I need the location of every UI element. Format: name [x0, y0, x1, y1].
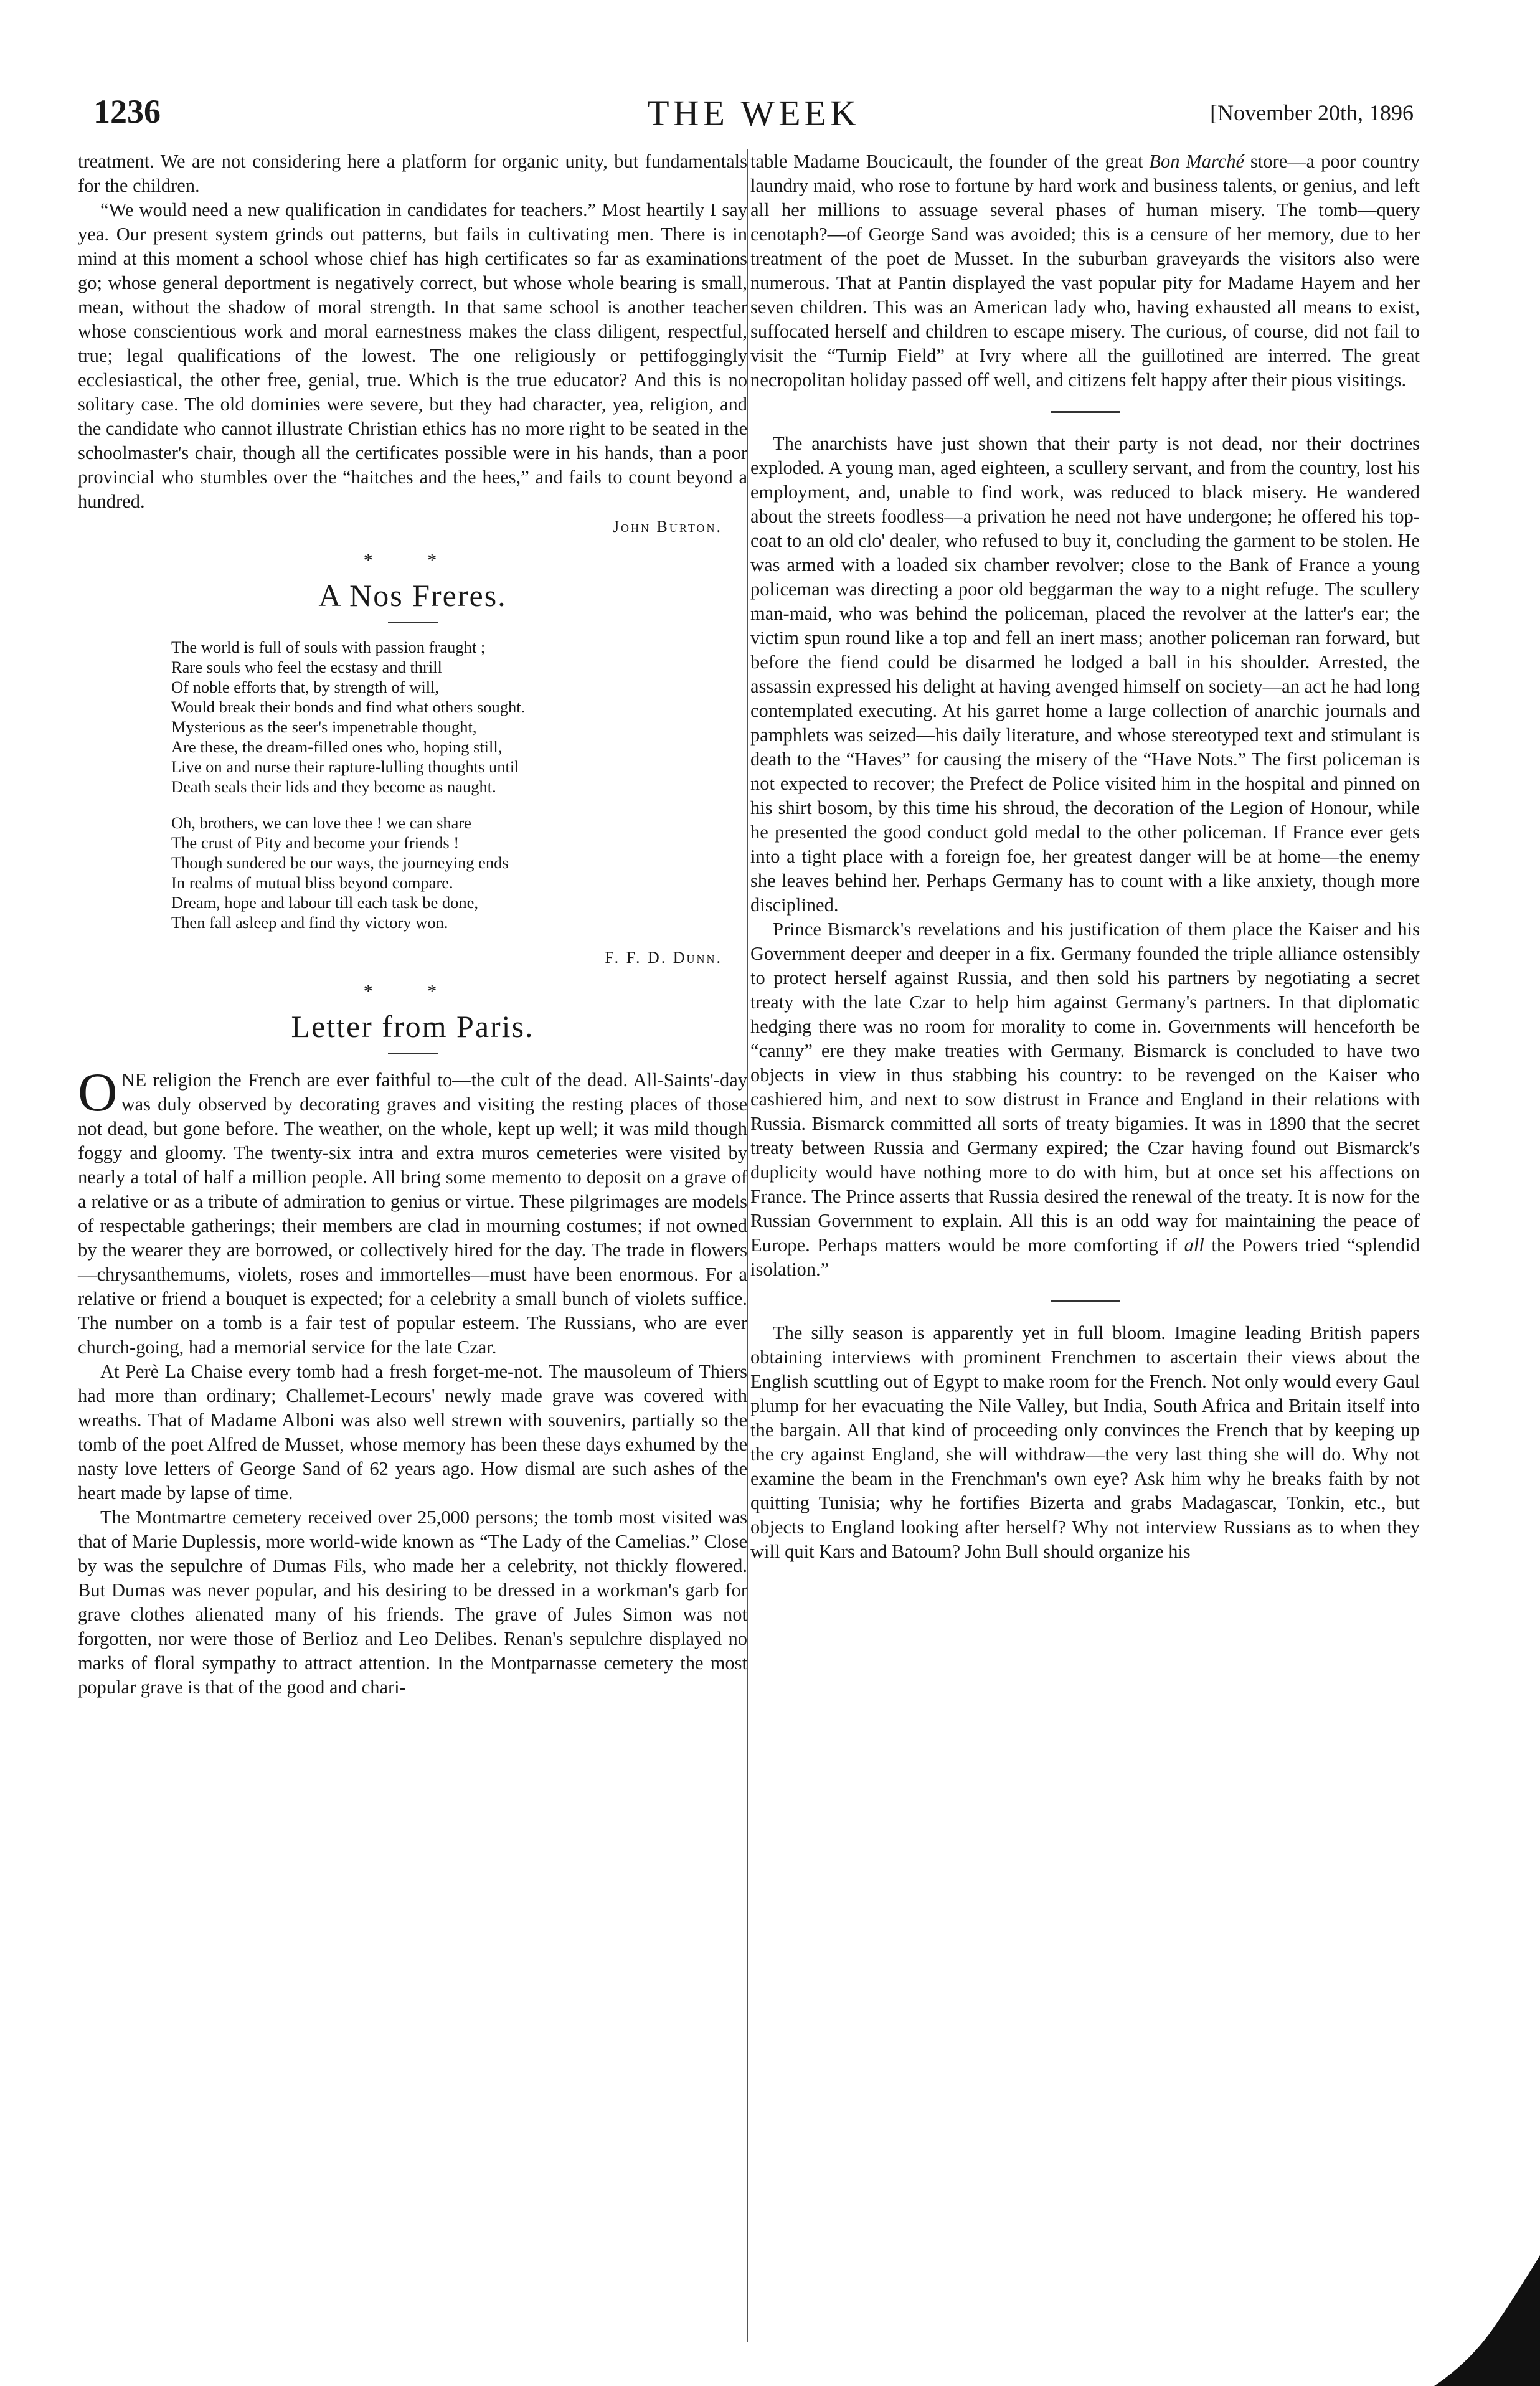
right-column — [750, 149, 1420, 1564]
page-corner-shadow — [1434, 2255, 1540, 2386]
paragraph: The silly season is apparently yet in full bloom. Imagine leading British papers obtaining interviews with prominent Frenchmen to ascertain their views about the English scuttling out of Egypt to make room for the French. Not only would every Gaul plump for her evacuating the Nile Valley, but India, South Africa and Britain itself into the bargain. All that kind of proceeding only convinces the French that by keeping up the cry against England, she will withdraw—the very last thing she will do. Why not examine the beam in the Frenchman's own eye? Ask him why he breaks faith by not quitting Tunisia; why he fortifies Bizerta and grabs Madagascar, Tonkin, etc., but objects to England looking after herself? Why not interview Russians as to when they will quit Kars and Batoum? John Bull should organize his — [750, 1322, 1420, 1562]
section-ornament: * * — [363, 981, 462, 1001]
article-title: Letter from Paris. — [291, 1009, 534, 1044]
poem-title: A Nos Freres. — [318, 578, 507, 613]
poem-line: Are these, the dream-filled ones who, hoping still, — [171, 737, 503, 756]
masthead: THE WEEK — [647, 93, 860, 133]
poem-line: Death seals their lids and they become as naught. — [171, 777, 496, 796]
paragraph — [750, 149, 1420, 392]
poem — [171, 637, 719, 932]
section-ornament: * * — [363, 550, 462, 570]
poem-line: Would break their bonds and find what others sought. — [171, 698, 526, 716]
page-header — [93, 92, 1414, 136]
paragraph: The Montmartre cemetery received over 25,000 persons; the tomb most visited was that of Marie Duplessis, more world-wide known as “The Lady of the Camelias.” Close by was the sepulchre of Dumas Fils, who made her a celebrity, not thickly flowered. But Dumas was never popular, and his desiring to be dressed in a workman's garb for grave clothes alienated many of his friends. The grave of Jules Simon was not forgotten, nor were those of Berlioz and Leo Delibes. Renan's sepulchre displayed no marks of floral sympathy to attract attention. In the Montparnasse cemetery the most popular grave is that of the good and chari- — [78, 1507, 747, 1698]
drop-cap: O — [78, 1063, 118, 1123]
poem-line: Oh, brothers, we can love thee ! we can share — [171, 813, 471, 832]
page-number: 1236 — [93, 93, 161, 130]
italic-text: Bon Marché — [1149, 151, 1245, 172]
title-rule — [388, 622, 438, 623]
paragraph: treatment. We are not considering here a platform for organic unity, but fundamentals for the children. — [78, 151, 747, 196]
left-column — [78, 149, 747, 1700]
poem-line: Rare souls who feel the ecstasy and thrill — [171, 658, 442, 676]
paragraph-text: the Powers tried “splendid isolation.” — [750, 1234, 1420, 1280]
paragraph-text: store—a poor country laundry maid, who rose to fortune by hard work and business talents, or genius, and left all her millions to assuage several phases of human misery. The tomb—query cenotaph?—of George Sand was avoided; this is a censure of her memory, due to her treatment of the poet de Musset. In the suburban graveyards the visitors also were numerous. That at Pantin displayed the vast popular pity for Madame Hayem and her seven children. This was an American lady who, having exhausted all means to exist, suffocated herself and children to escape misery. The curious, of course, did not fail to visit the “Turnip Field” at Ivry where all the guillotined are interred. The great necropolitan holiday passed off well, and citizens felt happy after their pious visitings. — [750, 151, 1420, 391]
paragraph — [78, 1063, 747, 1360]
paragraph — [750, 917, 1420, 1282]
poem-line: Though sundered be our ways, the journeying ends — [171, 853, 509, 872]
author-signature: John Burton. — [612, 518, 722, 536]
paragraph: At Perè La Chaise every tomb had a fresh forget-me-not. The mausoleum of Thiers had more than ordinary; Challemet-Lecours' newly made grave was covered with wreaths. That of Madame Alboni was also well strewn with souvenirs, partially so the tomb of the poet Alfred de Musset, whose memory has been these days exhumed by the nasty love letters of George Sand of 62 years ago. How dismal are such ashes of the heart made by lapse of time. — [78, 1361, 747, 1503]
issue-date: [November 20th, 1896 — [1210, 100, 1414, 125]
author-signature: F. F. D. Dunn. — [605, 949, 722, 967]
paragraph: “We would need a new qualification in candidates for teachers.” Most heartily I say yea. Our present system grinds out patterns, but fails in cultivating men. There is in mind at this moment a school whose chief has high certificates so far as examinations go; whose general deportment is negatively correct, but whose whole bearing is small, mean, without the shadow of moral strength. In that same school is another teacher whose conscientious work and moral earnestness makes the class diligent, respectful, true; legal qualifications of the lowest. The one religiously or pettifoggingly ecclesiastical, the other free, genial, true. Which is the true educator? And this is no solitary case. The old dominies were severe, but they had character, yea, religion, and the candidate who cannot illustrate Christian ethics has no more right to be seated in the schoolmaster's chair, though all the certificates possible were in his hands, than a poor provincial who stumbles over the “haitches and the hees,” and fails to count beyond a hundred. — [78, 199, 747, 512]
poem-line: Live on and nurse their rapture-lulling thoughts until — [171, 757, 519, 776]
italic-text: all — [1184, 1234, 1204, 1256]
poem-line: In realms of mutual bliss beyond compare. — [171, 873, 453, 892]
poem-stanza — [171, 813, 719, 932]
poem-stanza — [171, 637, 719, 797]
paragraph-text: table Madame Boucicault, the founder of the great — [750, 151, 1150, 172]
title-rule — [388, 1053, 438, 1054]
poem-line: The crust of Pity and become your friends ! — [171, 833, 460, 852]
section-divider — [1051, 1300, 1120, 1302]
poem-line: Then fall asleep and find thy victory won. — [171, 913, 448, 932]
paragraph: The anarchists have just shown that their party is not dead, nor their doctrines exploded. A young man, aged eighteen, a scullery servant, and from the country, lost his employment, and, unable to find work, was reduced to black misery. He wandered about the streets foodless—a privation he need not have undergone; he offered his top-coat to an old clo' dealer, who refused to buy it, concluding the garment to be stolen. He was armed with a loaded six chamber revolver; close to the Bank of France a young policeman was directing a poor old beggarman the way to a night refuge. The scullery man-maid, who was behind the policeman, placed the revolver at the latter's ear; the victim spun round like a top and fell an inert mass; another policeman ran forward, but before the fiend could be disarmed he lodged a ball in his shoulder. Arrested, the assassin expressed his delight at having avenged himself on society—an act he had long contemplated executing. At his garret home a large collection of anarchic journals and pamphlets was seized—his daily literature, and whose stereotyped text and stimulant is death to the “Haves” for causing the misery of the “Have Nots.” The first policeman is not expected to recover; the Prefect de Police visited him in the hospital and pinned on his shirt bosom, by this time his shroud, the decoration of the Legion of Honour, while he presented the good conduct gold medal to the other policeman. If France ever gets into a tight place with a foreign foe, her greatest danger will be at home—the enemy she leaves behind her. Perhaps Germany has to count with a like anxiety, though more disciplined. — [750, 433, 1420, 916]
poem-line: Mysterious as the seer's impenetrable thought, — [171, 717, 477, 736]
section-divider — [1051, 411, 1120, 413]
paragraph-text: Prince Bismarck's revelations and his justification of them place the Kaiser and his Government deeper and deeper in a fix. Germany founded the triple alliance ostensibly to protect herself against Russia, and then sold his partners by negotiating a secret treaty with the late Czar to help him against Germany's partners. In that diplomatic hedging there was no room for morality to come in. Governments will henceforth be “canny” ere they make treaties with Germany. Bismarck is concluded to have two objects in view in thus stabbing his country: to be revenged on the Kaiser who cashiered him, and next to sow distrust in France and England in their relations with Russia. Bismarck committed all sorts of treaty bigamies. It was in 1890 that the secret treaty between Russia and Germany expired; the Czar having found out Bismarck's duplicity would have nothing more to do with him, but at once set his affections on France. The Prince asserts that Russia desired the renewal of the treaty. It is now for the Russian Government to explain. All this is an odd way for maintaining the peace of Europe. Perhaps matters would be more comforting if — [750, 919, 1420, 1256]
poem-line: Dream, hope and labour till each task be done, — [171, 893, 479, 912]
poem-line: The world is full of souls with passion fraught ; — [171, 638, 486, 656]
paragraph-text: NE religion the French are ever faithful to—the cult of the dead. All-Saints'-day was duly observed by decorating graves and visiting the resting places of those not dead, but gone before. The weather, on the whole, kept up well; it was mild though foggy and gloomy. The twenty-six intra and extra muros cemeteries were visited by nearly a total of half a million people. All bring some memento to deposit on a grave of a relative or as a tribute of admiration to genius or virtue. These pilgrimages are models of respectable gatherings; their members are clad in mourning costumes; if not owned by the wearer they are borrowed, or collectively hired for the day. The trade in flowers—chrysanthemums, violets, roses and immortelles—must have been enormous. For a relative or friend a bouquet is expected; for a celebrity a small bunch of violets suffice. The number on a tomb is a fair test of popular esteem. The Russians, who are ever church-going, had a memorial service for the late Czar. — [78, 1069, 747, 1358]
poem-line: Of noble efforts that, by strength of will, — [171, 678, 440, 696]
